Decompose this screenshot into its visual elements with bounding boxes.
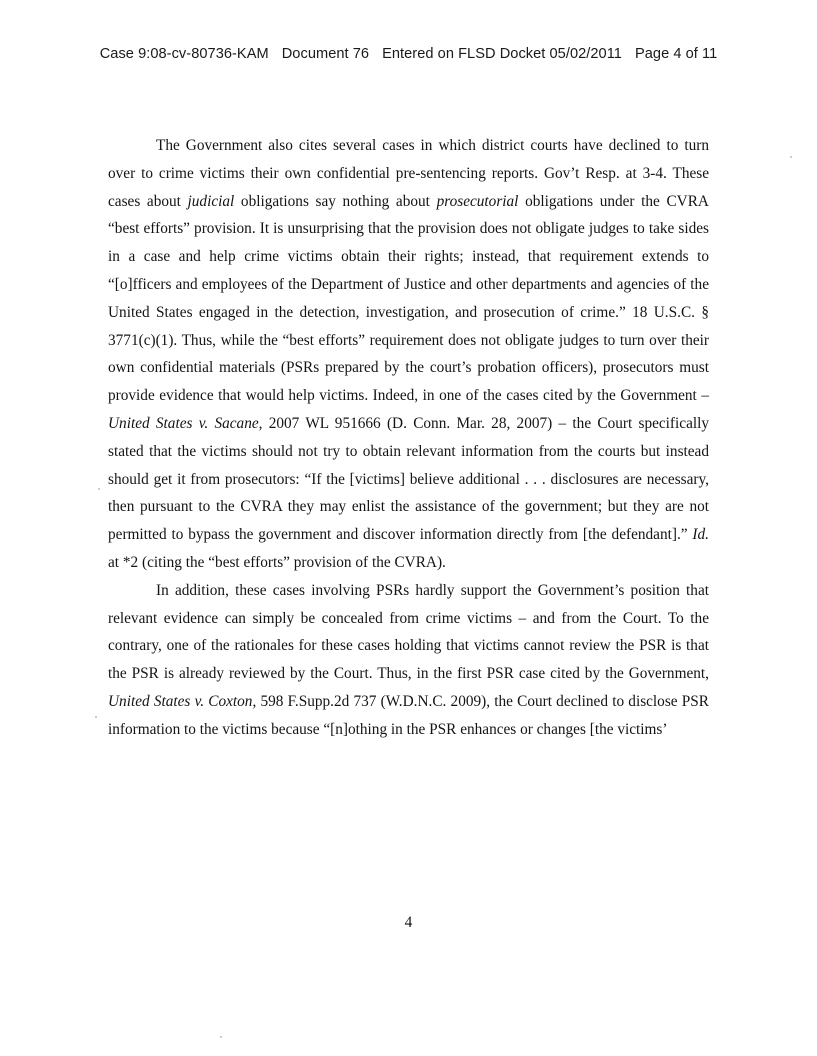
text-segment: , 2007 WL 951666 (D. Conn. Mar. 28, 2007) – the Court specifically stated that the victims should not try to obtain relevant information from the courts but instead should get it from prosecutors: “If the [victims] believe additional . . . disclosures are necessary, then pursuant to the CVRA they may enlist the assistance of the government; but they are not permitted to bypass the government and discover information directly from [the defendant].” (108, 414, 710, 544)
paragraph (108, 132, 709, 577)
italic-text-segment: Id. (692, 526, 709, 544)
text-segment: In addition, these cases involving PSRs hardly support the Government’s position that relevant evidence can simply be concealed from crime victims – and from the Court. To the contrary, one of the rationales for these cases holding that victims cannot review the PSR is that the PSR is already reviewed by the Court. Thus, in the first PSR case cited by the Government, (108, 581, 709, 683)
italic-text-segment: United States v. Sacane (108, 414, 259, 432)
case-number: Case 9:08-cv-80736-KAM (99, 46, 269, 62)
paragraph (108, 577, 709, 744)
document-number: Document 76 (281, 46, 370, 62)
italic-text-segment: judicial (187, 192, 235, 210)
italic-text-segment: United States v. Coxton (108, 692, 253, 710)
text-segment: at *2 (citing the “best efforts” provision of the CVRA). (108, 553, 446, 571)
docket-entry: Entered on FLSD Docket 05/02/2011 (382, 46, 622, 62)
scan-speck (790, 156, 792, 158)
page-number: 4 (404, 914, 413, 931)
docket-header (0, 46, 817, 62)
scan-speck (220, 1036, 222, 1038)
text-segment: obligations under the CVRA “best efforts” provision. It is unsurprising that the provision does not obligate judges to take sides in a case and help crime victims obtain their rights; instead, that requirement extends to “[o]fficers and employees of the Department of Justice and other departments and agencies of the United States engaged in the detection, investigation, and prosecution of crime.” 18 U.S.C. § 3771(c)(1). Thus, while the “best efforts” requirement does not obligate judges to turn over their own confidential materials (PSRs prepared by the court’s probation officers), prosecutors must provide evidence that would help victims. Indeed, in one of the cases cited by the Government – (108, 192, 709, 405)
text-segment: The Government also cites several cases in which district courts have declined to turn over to crime victims their own confidential pre-sentencing reports. Gov’t Resp. at 3-4. These cases about (108, 137, 709, 210)
page-count: Page 4 of 11 (634, 46, 718, 62)
scan-speck (98, 488, 100, 490)
italic-text-segment: prosecutorial (436, 192, 519, 210)
document-body (108, 132, 709, 744)
text-segment: , 598 F.Supp.2d 737 (W.D.N.C. 2009), the Court declined to disclose PSR information to the victims because “[n]othing in the PSR enhances or changes [the victims’ (108, 692, 709, 738)
scan-speck (95, 716, 97, 718)
text-segment: obligations say nothing about (234, 192, 437, 210)
